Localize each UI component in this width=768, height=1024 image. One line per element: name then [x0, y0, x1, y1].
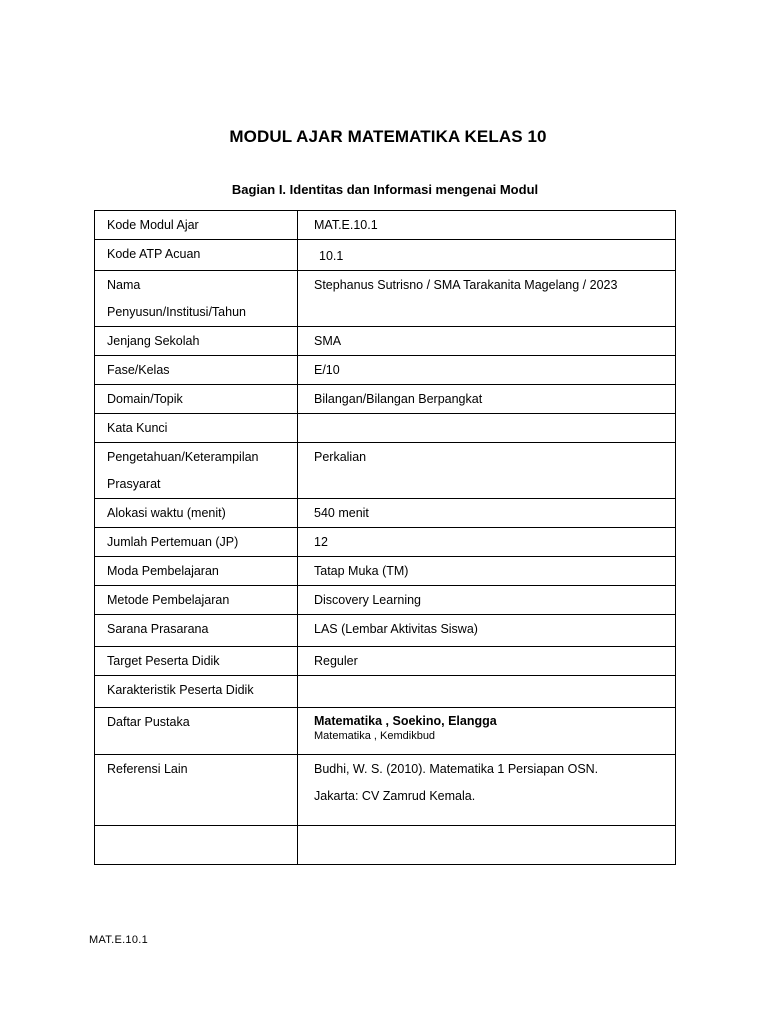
row-value: Tatap Muka (TM)	[298, 557, 676, 586]
row-label: Kata Kunci	[95, 414, 298, 443]
table-row	[95, 443, 676, 499]
table-row	[95, 676, 676, 708]
row-value: MAT.E.10.1	[298, 211, 676, 240]
row-label: Moda Pembelajaran	[95, 557, 298, 586]
table-row	[95, 586, 676, 615]
table-row	[95, 647, 676, 676]
footer-module-code: MAT.E.10.1	[89, 934, 149, 946]
row-value	[298, 414, 676, 443]
table-row	[95, 327, 676, 356]
row-label-line: Penyusun/Institusi/Tahun	[107, 305, 246, 319]
row-value: Discovery Learning	[298, 586, 676, 615]
row-value: Stephanus Sutrisno / SMA Tarakanita Magelang / 2023	[298, 271, 676, 327]
row-value: 10.1	[298, 240, 676, 271]
row-label	[95, 826, 298, 865]
table-row	[95, 826, 676, 865]
library-subtitle: Matematika , Kemdikbud	[314, 730, 436, 742]
row-label: Karakteristik Peserta Didik	[95, 676, 298, 708]
row-value	[298, 676, 676, 708]
row-value	[298, 826, 676, 865]
row-label-line: Pengetahuan/Keterampilan	[107, 450, 259, 464]
table-row	[95, 708, 676, 755]
row-label: Domain/Topik	[95, 385, 298, 414]
section-title: Bagian I. Identitas dan Informasi mengenai Modul	[231, 182, 539, 197]
row-label: Daftar Pustaka	[95, 708, 298, 755]
row-value	[298, 708, 676, 755]
row-label: Alokasi waktu (menit)	[95, 499, 298, 528]
library-title: Matematika , Soekino, Elangga	[314, 714, 497, 728]
row-label-line: Nama	[107, 278, 141, 292]
reference-line: Budhi, W. S. (2010). Matematika 1 Persiapan OSN.	[314, 762, 599, 776]
row-label: Sarana Prasarana	[95, 615, 298, 647]
table-row	[95, 240, 676, 271]
table-row	[95, 211, 676, 240]
row-value: Perkalian	[298, 443, 676, 499]
document-title: MODUL AJAR MATEMATIKA KELAS 10	[229, 127, 547, 146]
row-value: SMA	[298, 327, 676, 356]
row-label: Jenjang Sekolah	[95, 327, 298, 356]
row-value: Reguler	[298, 647, 676, 676]
row-label: Metode Pembelajaran	[95, 586, 298, 615]
row-value: LAS (Lembar Aktivitas Siswa)	[298, 615, 676, 647]
row-label: Target Peserta Didik	[95, 647, 298, 676]
table-row	[95, 414, 676, 443]
module-identity-table	[94, 210, 676, 865]
table-row	[95, 499, 676, 528]
row-label-line: Prasyarat	[107, 477, 161, 491]
table-row	[95, 356, 676, 385]
row-value: Bilangan/Bilangan Berpangkat	[298, 385, 676, 414]
table-row	[95, 528, 676, 557]
table-row	[95, 755, 676, 826]
reference-line: Jakarta: CV Zamrud Kemala.	[314, 789, 476, 803]
table-row	[95, 615, 676, 647]
row-value: 12	[298, 528, 676, 557]
row-label: Kode Modul Ajar	[95, 211, 298, 240]
row-label: Referensi Lain	[95, 755, 298, 826]
row-value	[298, 755, 676, 826]
table-row	[95, 271, 676, 327]
row-label	[95, 271, 298, 327]
table-row	[95, 385, 676, 414]
row-label: Jumlah Pertemuan (JP)	[95, 528, 298, 557]
row-label	[95, 443, 298, 499]
table-row	[95, 557, 676, 586]
row-label: Fase/Kelas	[95, 356, 298, 385]
row-value: E/10	[298, 356, 676, 385]
row-label: Kode ATP Acuan	[95, 240, 298, 271]
row-value: 540 menit	[298, 499, 676, 528]
